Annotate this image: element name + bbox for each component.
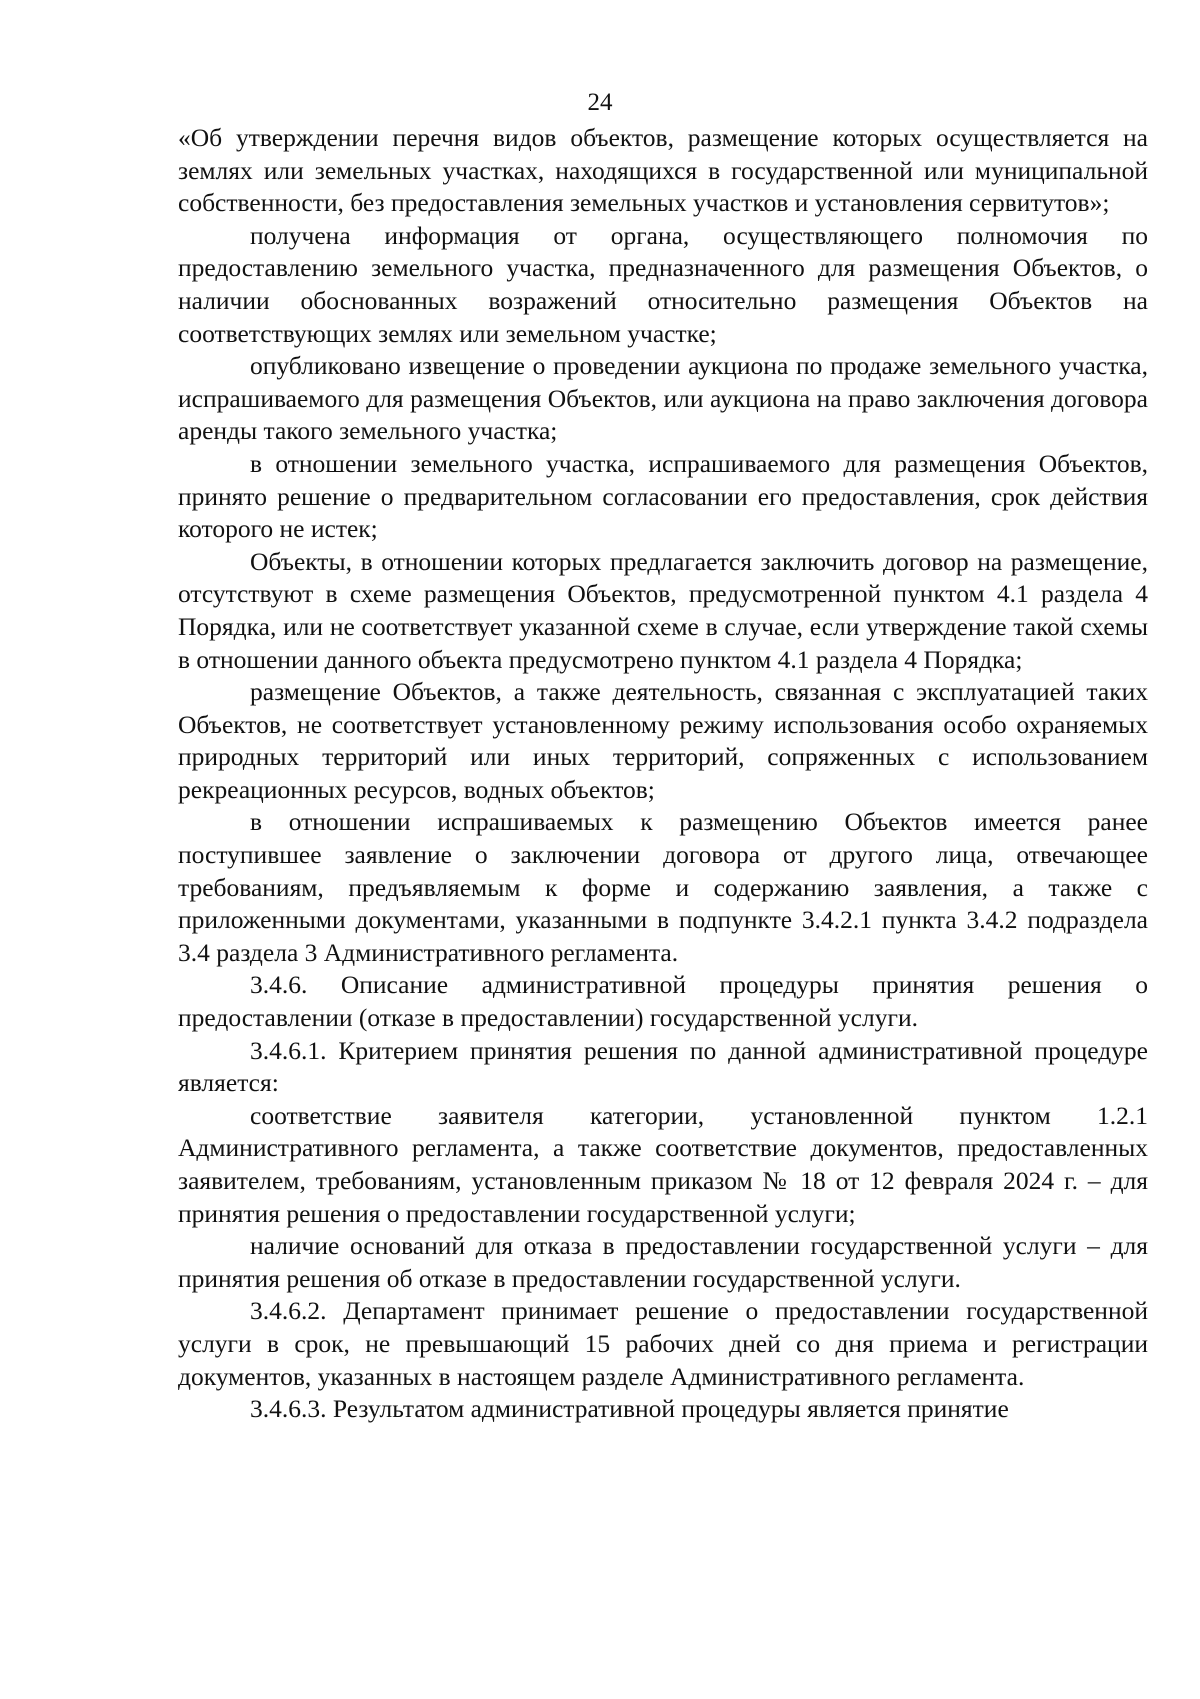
paragraph-criteria-compliance: соответствие заявителя категории, установленной пунктом 1.2.1 Административного регламента, а также соответствие документов, предоставленных заявителем, требованиям, установленным приказом № 18 от 12 февраля 2024 г. – для принятия решения о предоставлении государственной услуги; <box>178 1100 1148 1228</box>
paragraph-auction-notice: опубликовано извещение о проведении аукциона по продаже земельного участка, испрашиваемого для размещения Объектов, или аукциона на право заключения договора аренды такого земельного участка; <box>178 351 1148 446</box>
paragraph-section-3-4-6-1: 3.4.6.1. Критерием принятия решения по данной административной процедуре является: <box>178 1035 1148 1098</box>
paragraph-protected-territories: размещение Объектов, а также деятельность, связанная с эксплуатацией таких Объектов, не соответствует установленному режиму использования особо охраняемых природных территорий или иных территорий, сопряженных с использованием рекреационных ресурсов, водных объектов; <box>178 677 1148 804</box>
page-number: 24 <box>587 89 613 116</box>
paragraph-earlier-application: в отношении испрашиваемых к размещению Объектов имеется ранее поступившее заявление о заключении договора от другого лица, отвечающее требованиям, предъявляемым к форме и содержанию заявления, а также с приложенными документами, указанными в подпункте 3.4.2.1 пункта 3.4.2 подраздела 3.4 раздела 3 Административного регламента. <box>178 807 1148 967</box>
paragraph-decree-title-continuation: «Об утверждении перечня видов объектов, размещение которых осуществляется на землях или земельных участках, находящихся в государственной или муниципальной собственности, без предоставления земельных участков и установления сервитутов»; <box>178 123 1148 218</box>
paragraph-section-3-4-6: 3.4.6. Описание административной процедуры принятия решения о предоставлении (отказе в предоставлении) государственной услуги. <box>178 970 1148 1033</box>
paragraph-section-3-4-6-3: 3.4.6.3. Результатом административной процедуры является принятие <box>250 1394 1009 1424</box>
paragraph-preliminary-approval: в отношении земельного участка, испрашиваемого для размещения Объектов, принято решение о предварительном согласовании его предоставления, срок действия которого не истек; <box>178 448 1148 544</box>
paragraph-objects-absent-from-scheme: Объекты, в отношении которых предлагается заключить договор на размещение, отсутствуют в схеме размещения Объектов, предусмотренной пунктом 4.1 раздела 4 Порядка, или не соответствует указанной схеме в случае, если утверждение такой схемы в отношении данного объекта предусмотрено пунктом 4.1 раздела 4 Порядка; <box>178 546 1148 674</box>
paragraph-objections-received: получена информация от органа, осуществляющего полномочия по предоставлению земельного участка, предназначенного для размещения Объектов, о наличии обоснованных возражений относительно размещения Объектов на соответствующих землях или земельном участке; <box>178 220 1148 348</box>
paragraph-criteria-refusal: наличие оснований для отказа в предоставлении государственной услуги – для принятия решения об отказе в предоставлении государственной услуги. <box>178 1231 1148 1293</box>
paragraph-section-3-4-6-2: 3.4.6.2. Департамент принимает решение о предоставлении государственной услуги в срок, не превышающий 15 рабочих дней со дня приема и регистрации документов, указанных в настоящем разделе Административного регламента. <box>178 1296 1148 1391</box>
document-body <box>178 122 1148 1426</box>
